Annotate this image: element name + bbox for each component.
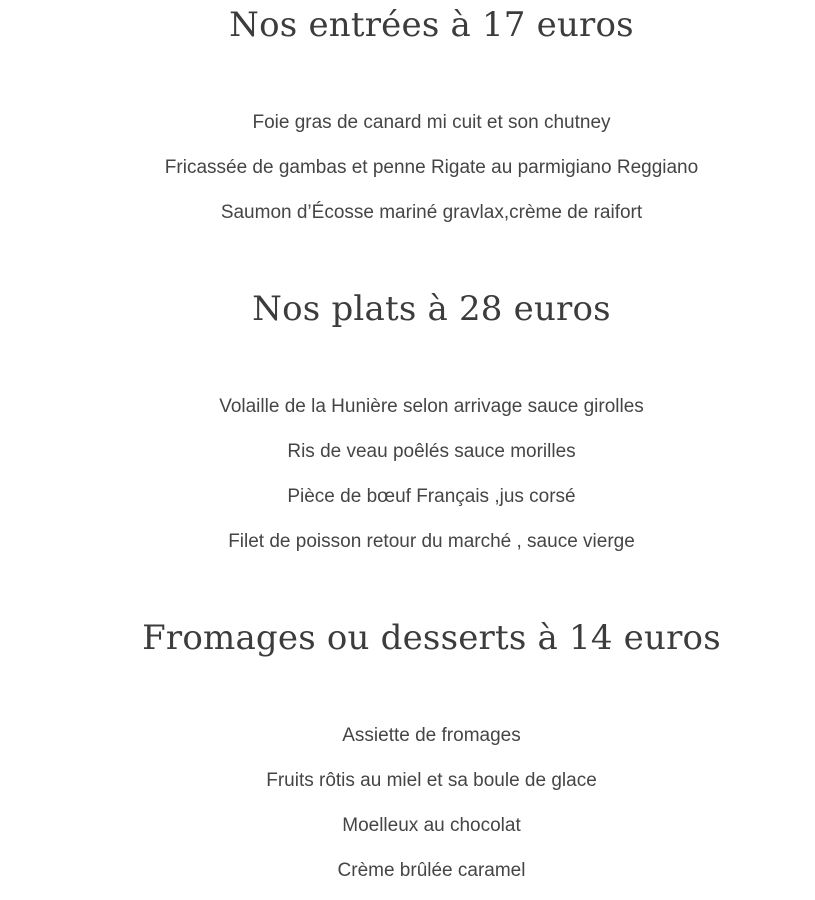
section-title-plats: Nos plats à 28 euros bbox=[252, 289, 611, 329]
menu-item: Filet de poisson retour du marché , sauce vierge bbox=[228, 531, 635, 552]
menu-item: Moelleux au chocolat bbox=[342, 815, 521, 836]
menu-item: Pièce de bœuf Français ,jus corsé bbox=[287, 486, 576, 507]
menu-item: Ris de veau poêlés sauce morilles bbox=[287, 441, 576, 462]
menu-item: Fricassée de gambas et penne Rigate au parmigiano Reggiano bbox=[164, 157, 699, 178]
section-title-fromages-desserts: Fromages ou desserts à 14 euros bbox=[142, 618, 721, 658]
menu-item: Crème brûlée caramel bbox=[337, 860, 526, 881]
menu-item: Fruits rôtis au miel et sa boule de glace bbox=[266, 770, 597, 791]
menu-item: Foie gras de canard mi cuit et son chutney bbox=[252, 112, 611, 133]
section-title-entrees: Nos entrées à 17 euros bbox=[229, 5, 634, 45]
menu-item: Volaille de la Hunière selon arrivage sauce girolles bbox=[219, 396, 644, 417]
menu-item: Assiette de fromages bbox=[342, 725, 521, 746]
menu-item: Saumon d’Écosse mariné gravlax,crème de raifort bbox=[220, 202, 643, 223]
